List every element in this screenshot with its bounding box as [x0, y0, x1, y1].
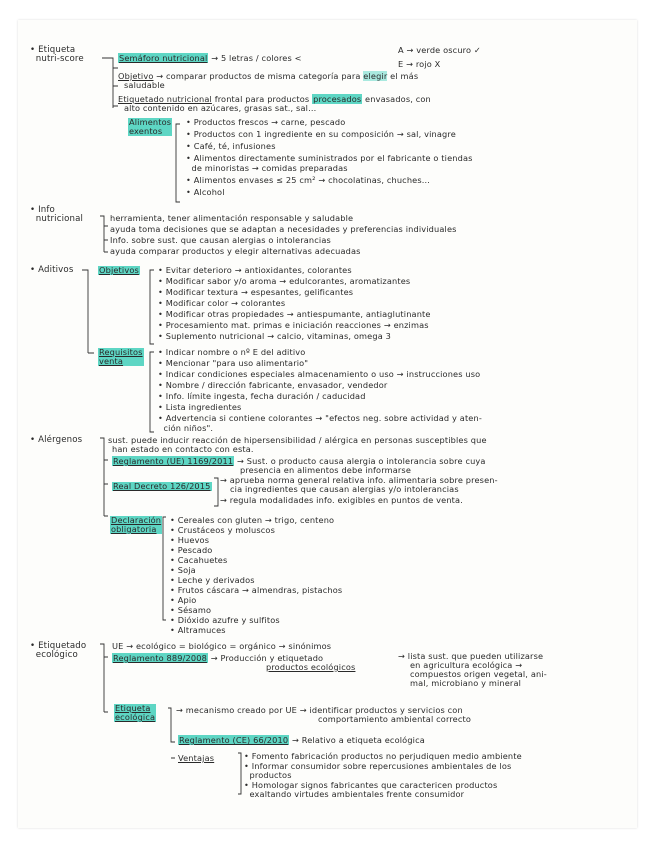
- info-item: ayuda comparar productos y elegir alternativas adecuadas: [110, 246, 361, 256]
- etiqueta-eco-label: Etiqueta ecológica: [115, 703, 156, 722]
- list-item: exaltando virtudes ambientales frente consumidor: [244, 789, 465, 799]
- list-item: • Leche y derivados: [170, 575, 255, 585]
- list-item: • Crustáceos y moluscos: [170, 525, 276, 535]
- list-item: • Fomento fabricación productos no perjudiquen medio ambiente: [244, 751, 522, 761]
- list-item: • Alcohol: [186, 187, 225, 197]
- reg66-label: Reglamento (CE) 66/2010: [179, 735, 289, 745]
- list-item: • Dióxido azufre y sulfitos: [170, 615, 280, 625]
- procesados-hl: procesados: [313, 94, 362, 104]
- list-item: productos: [244, 770, 292, 780]
- list-item: • Homologar signos fabricantes que caractericen productos: [244, 780, 498, 790]
- list-item: ción niños".: [158, 423, 214, 433]
- list-item: • Indicar nombre o nº E del aditivo: [158, 347, 306, 357]
- list-item: • Informar consumidor sobre repercusiones ambientales de los: [244, 761, 512, 771]
- etiquetado-text: frontal para productos: [214, 94, 310, 104]
- rd-text-2: → regula modalidades info. exigibles en puntos de venta.: [220, 495, 463, 505]
- reg889-right-3: compuestos origen vegetal, ani-: [410, 669, 547, 679]
- list-item: • Sésamo: [170, 605, 212, 615]
- list-item: • Apio: [170, 595, 197, 605]
- exentos-list: [186, 118, 473, 197]
- reg889-mid-2: productos ecológicos: [266, 662, 356, 672]
- section-title-eco: • Etiquetado ecológico: [30, 641, 87, 660]
- rd-text-1b: cia ingredientes que causan alergias y/o intolerancias: [230, 484, 459, 494]
- list-item: • Mencionar "para uso alimentario": [158, 358, 309, 368]
- etiquetado-cont: alto contenido en azúcares, grasas sat., sal...: [124, 103, 317, 113]
- info-item: ayuda toma decisiones que se adaptan a necesidades y preferencias individuales: [110, 224, 457, 234]
- mecanismo-text-2: comportamiento ambiental correcto: [318, 714, 472, 724]
- reg889-right-2: en agricultura ecológica →: [410, 660, 523, 670]
- list-item: • Alimentos directamente suministrados por el fabricante o tiendas: [186, 153, 473, 163]
- objetivo-cont: saludable: [124, 80, 165, 90]
- list-item: • Suplemento nutricional → calcio, vitaminas, omega 3: [158, 331, 391, 341]
- list-item: • Huevos: [170, 535, 210, 545]
- list-item: • Altramuces: [170, 625, 226, 635]
- reg889-right-4: mal, microbiano y mineral: [410, 678, 522, 688]
- declaracion-list: [170, 516, 342, 635]
- list-item: • Indicar condiciones especiales almacenamiento o uso → instrucciones uso: [158, 369, 481, 379]
- alergenos-def-2: han estado en contacto con esta.: [112, 444, 254, 454]
- list-item: • Pescado: [170, 545, 213, 555]
- reg66-line: [178, 736, 425, 745]
- semaforo-e: E → rojo X: [398, 59, 441, 69]
- mecanismo-text: → mecanismo creado por UE → identificar productos y servicios con: [176, 705, 463, 715]
- objetivos-label: Objetivos: [99, 265, 139, 275]
- section-title-alergenos: • Alérgenos: [30, 435, 83, 445]
- list-item: • Lista ingredientes: [158, 402, 242, 412]
- exentos-label: Alimentos exentos: [129, 117, 172, 136]
- ventajas-list: [244, 752, 522, 799]
- list-item: • Café, té, infusiones: [186, 141, 276, 151]
- rd-label: Real Decreto 126/2015: [113, 481, 211, 491]
- list-item: • Modificar color → colorantes: [158, 298, 286, 308]
- list-item: • Frutos cáscara → almendras, pistachos: [170, 585, 343, 595]
- declaracion-label: Declaración obligatoria: [111, 515, 162, 534]
- reg66-text: → Relativo a etiqueta ecológica: [291, 735, 425, 745]
- list-item: • Productos con 1 ingrediente en su composición → sal, vinagre: [186, 129, 456, 139]
- list-item: • Procesamiento mat. primas e iniciación reacciones → enzimas: [158, 320, 429, 330]
- list-item: • Modificar textura → espesantes, gelificantes: [158, 287, 354, 297]
- section-title-aditivos: • Aditivos: [30, 265, 74, 275]
- reg889-right: → lista sust. que pueden utilizarse: [398, 651, 544, 661]
- requisitos-label: Requisitos venta: [99, 347, 143, 366]
- reg1169-cont: presencia en alimentos debe informarse: [240, 465, 412, 475]
- objetivo-label: Objetivo: [118, 71, 154, 81]
- semaforo-a: A → verde oscuro ✓: [398, 45, 481, 55]
- list-item: • Advertencia si contiene colorantes → "efectos neg. sobre actividad y aten-: [158, 413, 482, 423]
- list-item: • Modificar sabor y/o aroma → edulcorantes, aromatizantes: [158, 276, 411, 286]
- reg889-mid: → Producción y etiquetado: [210, 653, 324, 663]
- objetivo-text-2: el más: [390, 71, 419, 81]
- list-item: • Productos frescos → carne, pescado: [186, 117, 346, 127]
- list-item: • Evitar deterioro → antioxidantes, colorantes: [158, 265, 352, 275]
- reg889-label: Reglamento 889/2008: [113, 653, 207, 663]
- objetivos-list: [158, 266, 431, 341]
- section-title-etiqueta: • Etiqueta nutri-score: [30, 45, 84, 64]
- section-title-info: • Info nutricional: [30, 205, 84, 224]
- etiqueta-line-1: [118, 54, 302, 63]
- list-item: • Cacahuetes: [170, 555, 228, 565]
- list-item: • Cereales con gluten → trigo, centeno: [170, 515, 335, 525]
- objetivo-hl: elegir: [363, 71, 388, 81]
- list-item: • Info. límite ingesta, fecha duración / caducidad: [158, 391, 366, 401]
- list-item: de minoristas → comidas preparadas: [186, 163, 348, 173]
- notes-page: [18, 20, 637, 828]
- list-item: • Nombre / dirección fabricante, envasador, vendedor: [158, 380, 388, 390]
- reg1169-text: → Sust. o producto causa alergia o intolerancia sobre cuya: [236, 456, 486, 466]
- semaforo-label: Semáforo nutricional: [119, 53, 208, 63]
- ventajas-label: Ventajas: [178, 753, 215, 763]
- rd-text-1: → aprueba norma general relativa info. alimentaria sobre presen-: [220, 475, 498, 485]
- info-item: herramienta, tener alimentación responsable y saludable: [110, 213, 354, 223]
- eco-ue: UE → ecológico = biológico = orgánico → sinónimos: [112, 641, 332, 651]
- list-item: • Alimentos envases ≤ 25 cm² → chocolatinas, chuches...: [186, 175, 431, 185]
- etiquetado-label: Etiquetado nutricional: [118, 94, 212, 104]
- semaforo-text: → 5 letras / colores <: [211, 53, 302, 63]
- alergenos-def: sust. puede inducir reacción de hipersensibilidad / alérgica en personas susceptibles que: [108, 435, 487, 445]
- list-item: • Modificar otras propiedades → antiespumante, antiaglutinante: [158, 309, 431, 319]
- list-item: • Soja: [170, 565, 196, 575]
- info-item: Info. sobre sust. que causan alergias o intolerancias: [110, 235, 331, 245]
- objetivo-text: → comparar productos de misma categoría para: [156, 71, 361, 81]
- etiquetado-text-2: envasados, con: [365, 94, 431, 104]
- requisitos-list: [158, 348, 482, 433]
- reg1169-label: Reglamento (UE) 1169/2011: [113, 456, 234, 466]
